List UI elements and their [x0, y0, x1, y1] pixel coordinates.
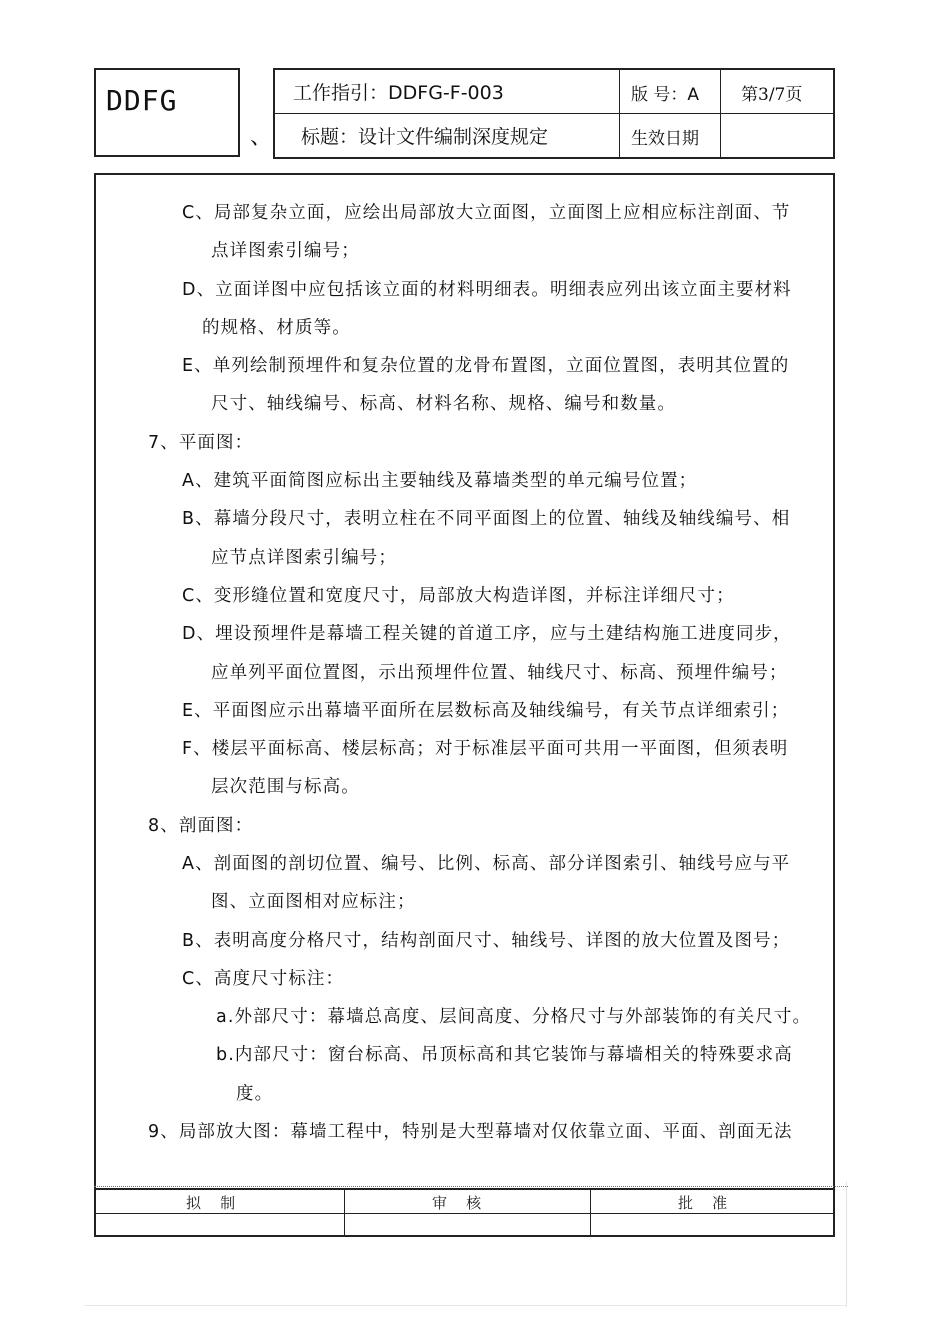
- text-line: A、剖面图的剖切位置、编号、比例、标高、部分详图索引、轴线号应与平: [182, 854, 791, 874]
- drafted-by-label: 拟 制: [186, 1194, 236, 1212]
- signoff-row-divider: [96, 1213, 833, 1214]
- text-line: C、高度尺寸标注：: [182, 969, 345, 989]
- text-line: b.内部尺寸：窗台标高、吊顶标高和其它装饰与幕墙相关的特殊要求高: [216, 1045, 793, 1065]
- text-line: a.外部尺寸：幕墙总高度、层间高度、分格尺寸与外部装饰的有关尺寸。: [216, 1007, 812, 1027]
- effective-date-label: 生效日期: [631, 129, 699, 149]
- document-header-table: [273, 68, 835, 159]
- approved-by-label: 批 准: [678, 1194, 728, 1212]
- section-heading: 9、局部放大图：幕墙工程中，特别是大型幕墙对仅依靠立面、平面、剖面无法: [148, 1122, 793, 1142]
- text-line: E、单列绘制预埋件和复杂位置的龙骨布置图，立面位置图，表明其位置的: [182, 356, 790, 376]
- text-line: A、建筑平面简图应标出主要轴线及幕墙类型的单元编号位置；: [182, 471, 698, 491]
- text-line: 的规格、材质等。: [202, 318, 351, 338]
- text-line: D、埋设预埋件是幕墙工程关键的首道工序，应与土建结构施工进度同步，: [182, 624, 792, 644]
- text-line: 点详图索引编号；: [211, 241, 360, 261]
- text-line: B、幕墙分段尺寸，表明立柱在不同平面图上的位置、轴线及轴线编号、相: [182, 509, 791, 529]
- signoff-column-divider: [344, 1190, 345, 1235]
- header-row-divider: [275, 113, 833, 114]
- signoff-column-divider: [590, 1190, 591, 1235]
- section-heading: 8、剖面图：: [148, 816, 254, 836]
- text-line: 应单列平面位置图，示出预埋件位置、轴线尺寸、标高、预埋件编号；: [211, 663, 788, 683]
- version-label: 版 号：A: [631, 85, 700, 105]
- text-line: 应节点详图索引编号；: [211, 548, 397, 568]
- page-edge-line: [846, 1182, 847, 1307]
- work-guide-label: 工作指引：DDFG-F-003: [293, 82, 504, 104]
- footer-dotted-rule: [94, 1186, 848, 1187]
- text-line: F、楼层平面标高、楼层标高；对于标准层平面可共用一平面图，但须表明: [182, 739, 789, 759]
- page-number-label: 第3/7页: [741, 85, 803, 105]
- header-column-divider: [619, 70, 620, 157]
- header-column-divider: [720, 70, 721, 157]
- company-logo-text: DDFG: [106, 84, 178, 117]
- text-line: C、变形缝位置和宽度尺寸，局部放大构造详图，并标注详细尺寸；: [182, 586, 735, 606]
- text-line: 层次范围与标高。: [211, 777, 360, 797]
- text-line: B、表明高度分格尺寸，结构剖面尺寸、轴线号、详图的放大位置及图号；: [182, 931, 791, 951]
- logo-box: [94, 68, 240, 157]
- text-line: 图、立面图相对应标注；: [211, 892, 416, 912]
- signoff-table: [94, 1188, 835, 1237]
- reviewed-by-label: 审 核: [432, 1194, 482, 1212]
- document-title: 标题：设计文件编制深度规定: [301, 126, 549, 148]
- header-tick-mark: 、: [250, 125, 273, 150]
- text-line: 度。: [236, 1084, 274, 1104]
- text-line: E、平面图应示出幕墙平面所在层数标高及轴线编号，有关节点详细索引；: [182, 701, 790, 721]
- text-line: 尺寸、轴线编号、标高、材料名称、规格、编号和数量。: [211, 394, 676, 414]
- page-edge-line: [84, 1305, 847, 1306]
- section-heading: 7、平面图：: [148, 433, 254, 453]
- text-line: C、局部复杂立面，应绘出局部放大立面图，立面图上应相应标注剖面、节: [182, 203, 791, 223]
- text-line: D、立面详图中应包括该立面的材料明细表。明细表应列出该立面主要材料: [182, 280, 792, 300]
